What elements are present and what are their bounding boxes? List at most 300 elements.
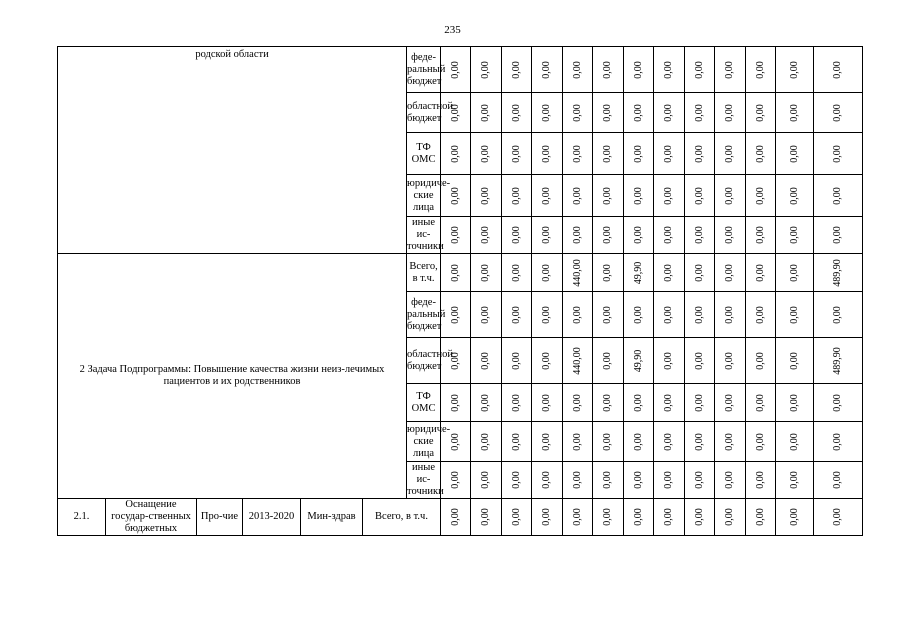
value-cell xyxy=(814,499,863,536)
value-text: 0,00 xyxy=(663,226,675,244)
value-text: 0,00 xyxy=(754,508,766,526)
funding-source: феде-ральный бюджет xyxy=(407,292,441,338)
value-cell xyxy=(593,338,624,384)
value-text: 0,00 xyxy=(724,186,736,205)
value-cell xyxy=(502,384,532,422)
value-text: 0,00 xyxy=(480,508,492,526)
value-text: 0,00 xyxy=(724,305,736,324)
value-cell xyxy=(563,93,593,133)
value-cell xyxy=(502,338,532,384)
value-text: 0,00 xyxy=(632,305,644,324)
value-cell xyxy=(532,292,563,338)
value-cell xyxy=(532,133,563,175)
value-text: 0,00 xyxy=(541,60,553,79)
value-cell xyxy=(624,292,654,338)
value-cell xyxy=(776,175,814,217)
value-text: 0,00 xyxy=(754,263,766,282)
value-text: 0,00 xyxy=(754,226,766,244)
value-cell xyxy=(715,47,746,93)
value-cell xyxy=(441,175,471,217)
value-text: 0,00 xyxy=(693,393,705,412)
value-cell xyxy=(715,384,746,422)
value-cell xyxy=(563,175,593,217)
value-cell xyxy=(685,462,715,499)
value-cell xyxy=(654,292,685,338)
value-cell xyxy=(685,93,715,133)
funding-source: областной бюджет xyxy=(407,338,441,384)
value-text: 0,00 xyxy=(449,186,461,205)
value-text: 0,00 xyxy=(510,144,522,163)
value-text: 0,00 xyxy=(602,471,614,489)
value-cell xyxy=(776,217,814,254)
value-cell xyxy=(746,254,776,292)
value-text: 0,00 xyxy=(449,393,461,412)
value-text: 0,00 xyxy=(571,60,583,79)
value-text: 0,00 xyxy=(754,103,766,122)
value-cell xyxy=(471,93,502,133)
value-cell xyxy=(715,93,746,133)
funding-source: феде-ральный бюджет xyxy=(407,47,441,93)
value-cell xyxy=(814,422,863,462)
value-text: 0,00 xyxy=(832,226,844,244)
item-number: 2.1. xyxy=(58,499,106,536)
value-text: 0,00 xyxy=(724,226,736,244)
value-text: 0,00 xyxy=(571,103,583,122)
value-text: 0,00 xyxy=(663,103,675,122)
value-text: 0,00 xyxy=(480,226,492,244)
value-text: 0,00 xyxy=(541,305,553,324)
value-cell xyxy=(685,422,715,462)
value-text: 0,00 xyxy=(693,432,705,451)
value-cell xyxy=(502,292,532,338)
value-text: 0,00 xyxy=(602,186,614,205)
value-cell xyxy=(814,175,863,217)
value-cell xyxy=(441,217,471,254)
value-text: 0,00 xyxy=(602,226,614,244)
table-row xyxy=(58,47,863,93)
funding-source: Всего, в т.ч. xyxy=(407,254,441,292)
value-cell xyxy=(532,422,563,462)
value-text: 0,00 xyxy=(724,263,736,282)
value-text: 0,00 xyxy=(693,263,705,282)
value-cell xyxy=(441,133,471,175)
value-text: 0,00 xyxy=(724,471,736,489)
value-cell xyxy=(776,499,814,536)
funding-source: юридиче-ские лица xyxy=(407,422,441,462)
value-cell xyxy=(685,175,715,217)
value-cell xyxy=(441,93,471,133)
budget-table xyxy=(57,46,863,536)
value-cell xyxy=(502,422,532,462)
value-text: 0,00 xyxy=(480,144,492,163)
value-cell xyxy=(654,384,685,422)
value-cell xyxy=(471,133,502,175)
value-text: 49,90 xyxy=(632,261,644,284)
value-text: 0,00 xyxy=(788,393,800,412)
value-text: 0,00 xyxy=(788,186,800,205)
value-text: 0,00 xyxy=(449,305,461,324)
value-text: 0,00 xyxy=(693,226,705,244)
value-cell xyxy=(593,175,624,217)
funding-source: юридиче-ские лица xyxy=(407,175,441,217)
value-text: 0,00 xyxy=(510,186,522,205)
value-cell xyxy=(746,462,776,499)
value-cell xyxy=(441,292,471,338)
value-cell xyxy=(624,384,654,422)
value-text: 0,00 xyxy=(541,393,553,412)
value-cell xyxy=(715,338,746,384)
value-text: 0,00 xyxy=(510,103,522,122)
value-text: 0,00 xyxy=(693,508,705,526)
value-cell xyxy=(593,384,624,422)
value-cell xyxy=(532,47,563,93)
value-cell xyxy=(685,384,715,422)
value-text: 489,90 xyxy=(832,258,844,287)
value-cell xyxy=(532,254,563,292)
value-cell xyxy=(593,217,624,254)
value-cell xyxy=(776,254,814,292)
value-text: 0,00 xyxy=(724,432,736,451)
value-cell xyxy=(685,254,715,292)
value-cell xyxy=(502,133,532,175)
value-cell xyxy=(624,133,654,175)
value-cell xyxy=(471,292,502,338)
value-text: 0,00 xyxy=(632,186,644,205)
value-cell xyxy=(593,133,624,175)
value-text: 0,00 xyxy=(632,103,644,122)
value-cell xyxy=(471,175,502,217)
value-text: 0,00 xyxy=(449,263,461,282)
value-text: 0,00 xyxy=(510,263,522,282)
value-cell xyxy=(441,499,471,536)
value-cell xyxy=(715,175,746,217)
value-cell xyxy=(593,462,624,499)
value-text: 0,00 xyxy=(632,226,644,244)
value-cell xyxy=(624,254,654,292)
value-cell xyxy=(441,462,471,499)
value-cell xyxy=(593,254,624,292)
value-text: 0,00 xyxy=(602,305,614,324)
value-cell xyxy=(654,254,685,292)
value-cell xyxy=(471,462,502,499)
value-cell xyxy=(715,254,746,292)
value-text: 0,00 xyxy=(693,305,705,324)
value-cell xyxy=(746,47,776,93)
value-cell xyxy=(563,422,593,462)
value-cell xyxy=(563,133,593,175)
value-cell xyxy=(746,338,776,384)
value-cell xyxy=(776,133,814,175)
value-cell xyxy=(654,93,685,133)
value-cell xyxy=(502,47,532,93)
value-cell xyxy=(654,338,685,384)
value-text: 0,00 xyxy=(571,432,583,451)
value-text: 0,00 xyxy=(541,263,553,282)
value-text: 0,00 xyxy=(480,263,492,282)
value-text: 0,00 xyxy=(832,60,844,79)
value-cell xyxy=(685,292,715,338)
value-cell xyxy=(624,338,654,384)
value-text: 0,00 xyxy=(510,351,522,370)
value-cell xyxy=(715,462,746,499)
value-text: 0,00 xyxy=(832,186,844,205)
value-text: 0,00 xyxy=(449,60,461,79)
value-text: 0,00 xyxy=(724,393,736,412)
value-cell xyxy=(532,384,563,422)
funding-source: Всего, в т.ч. xyxy=(363,499,441,536)
value-cell xyxy=(814,384,863,422)
value-cell xyxy=(441,384,471,422)
value-cell xyxy=(441,338,471,384)
value-cell xyxy=(532,499,563,536)
value-text: 0,00 xyxy=(632,471,644,489)
value-text: 0,00 xyxy=(724,351,736,370)
value-text: 0,00 xyxy=(788,226,800,244)
value-text: 0,00 xyxy=(480,471,492,489)
value-text: 0,00 xyxy=(480,393,492,412)
value-cell xyxy=(624,47,654,93)
value-text: 0,00 xyxy=(449,351,461,370)
value-cell xyxy=(624,422,654,462)
value-cell xyxy=(532,93,563,133)
value-cell xyxy=(685,47,715,93)
value-text: 0,00 xyxy=(788,432,800,451)
value-text: 0,00 xyxy=(541,508,553,526)
value-text: 0,00 xyxy=(510,508,522,526)
value-cell xyxy=(776,93,814,133)
task-description: 2 Задача Подпрограммы: Повышение качества жизни неиз-лечимых пациентов и их родственников xyxy=(58,254,407,499)
value-cell xyxy=(715,292,746,338)
value-text: 0,00 xyxy=(571,393,583,412)
value-text: 0,00 xyxy=(571,144,583,163)
value-text: 0,00 xyxy=(541,186,553,205)
value-cell xyxy=(654,175,685,217)
value-text: 0,00 xyxy=(663,471,675,489)
value-cell xyxy=(814,292,863,338)
value-text: 0,00 xyxy=(788,263,800,282)
value-cell xyxy=(654,47,685,93)
value-cell xyxy=(685,217,715,254)
value-text: 0,00 xyxy=(449,432,461,451)
value-text: 0,00 xyxy=(602,432,614,451)
value-text: 0,00 xyxy=(832,508,844,526)
value-text: 0,00 xyxy=(571,508,583,526)
value-cell xyxy=(563,254,593,292)
value-cell xyxy=(776,384,814,422)
value-text: 0,00 xyxy=(788,351,800,370)
implementation-period: 2013-2020 xyxy=(243,499,301,536)
value-cell xyxy=(746,384,776,422)
value-cell xyxy=(563,217,593,254)
value-cell xyxy=(593,93,624,133)
value-text: 0,00 xyxy=(480,351,492,370)
expense-type: Про-чие xyxy=(197,499,243,536)
value-cell xyxy=(502,254,532,292)
page-number: 235 xyxy=(444,24,461,36)
value-text: 0,00 xyxy=(832,305,844,324)
value-text: 0,00 xyxy=(693,471,705,489)
value-cell xyxy=(563,47,593,93)
value-text: 0,00 xyxy=(663,351,675,370)
value-cell xyxy=(814,133,863,175)
value-cell xyxy=(563,292,593,338)
value-text: 0,00 xyxy=(788,144,800,163)
funding-source: областной бюджет xyxy=(407,93,441,133)
value-text: 489,90 xyxy=(832,346,844,375)
value-text: 440,00 xyxy=(571,258,583,287)
value-text: 0,00 xyxy=(602,144,614,163)
value-cell xyxy=(814,93,863,133)
value-text: 0,00 xyxy=(724,60,736,79)
value-text: 0,00 xyxy=(693,186,705,205)
value-text: 0,00 xyxy=(693,103,705,122)
value-text: 0,00 xyxy=(541,144,553,163)
value-text: 0,00 xyxy=(541,226,553,244)
value-cell xyxy=(471,254,502,292)
value-cell xyxy=(746,422,776,462)
value-text: 0,00 xyxy=(754,144,766,163)
value-text: 0,00 xyxy=(480,305,492,324)
value-text: 0,00 xyxy=(754,471,766,489)
value-cell xyxy=(563,499,593,536)
value-text: 0,00 xyxy=(449,508,461,526)
value-text: 0,00 xyxy=(480,60,492,79)
value-text: 0,00 xyxy=(754,186,766,205)
value-cell xyxy=(814,217,863,254)
value-text: 0,00 xyxy=(480,186,492,205)
value-text: 0,00 xyxy=(832,103,844,122)
value-text: 0,00 xyxy=(832,144,844,163)
value-text: 0,00 xyxy=(449,226,461,244)
value-text: 0,00 xyxy=(832,393,844,412)
value-text: 0,00 xyxy=(693,351,705,370)
value-text: 0,00 xyxy=(449,144,461,163)
continuation-description: родской области xyxy=(58,47,407,254)
funding-source: иные ис-точники xyxy=(407,217,444,252)
value-cell xyxy=(593,292,624,338)
value-cell xyxy=(776,292,814,338)
value-text: 0,00 xyxy=(510,305,522,324)
value-text: 0,00 xyxy=(663,144,675,163)
value-text: 0,00 xyxy=(832,471,844,489)
value-text: 0,00 xyxy=(602,103,614,122)
value-cell xyxy=(624,462,654,499)
value-cell xyxy=(746,217,776,254)
value-text: 0,00 xyxy=(724,103,736,122)
value-text: 0,00 xyxy=(510,60,522,79)
value-cell xyxy=(776,462,814,499)
value-text: 0,00 xyxy=(541,103,553,122)
value-text: 0,00 xyxy=(788,508,800,526)
value-cell xyxy=(532,462,563,499)
value-text: 0,00 xyxy=(663,263,675,282)
value-cell xyxy=(746,93,776,133)
value-cell xyxy=(715,133,746,175)
value-cell xyxy=(441,422,471,462)
value-cell xyxy=(563,338,593,384)
value-text: 440,00 xyxy=(571,346,583,375)
value-text: 0,00 xyxy=(541,471,553,489)
value-cell xyxy=(776,338,814,384)
value-cell xyxy=(471,384,502,422)
value-cell xyxy=(624,499,654,536)
value-text: 0,00 xyxy=(663,393,675,412)
value-cell xyxy=(563,384,593,422)
value-cell xyxy=(502,462,532,499)
value-cell xyxy=(624,93,654,133)
value-cell xyxy=(685,338,715,384)
value-text: 0,00 xyxy=(788,305,800,324)
value-cell xyxy=(654,499,685,536)
value-cell xyxy=(814,254,863,292)
value-text: 0,00 xyxy=(602,263,614,282)
value-cell xyxy=(715,422,746,462)
value-cell xyxy=(532,217,563,254)
value-text: 0,00 xyxy=(788,471,800,489)
value-text: 0,00 xyxy=(632,144,644,163)
value-cell xyxy=(563,462,593,499)
value-text: 0,00 xyxy=(541,432,553,451)
value-cell xyxy=(441,47,471,93)
value-text: 0,00 xyxy=(571,186,583,205)
value-cell xyxy=(654,133,685,175)
value-cell xyxy=(532,338,563,384)
value-cell xyxy=(471,47,502,93)
value-cell xyxy=(685,133,715,175)
value-text: 0,00 xyxy=(693,144,705,163)
value-cell xyxy=(746,133,776,175)
value-cell xyxy=(776,422,814,462)
funding-source: иные ис-точники xyxy=(407,462,444,497)
value-cell xyxy=(654,217,685,254)
item-name: Оснащение государ-ственных бюджетных xyxy=(106,499,197,536)
value-text: 0,00 xyxy=(724,144,736,163)
value-text: 0,00 xyxy=(480,432,492,451)
value-cell xyxy=(471,499,502,536)
value-text: 0,00 xyxy=(754,351,766,370)
value-text: 0,00 xyxy=(663,432,675,451)
value-text: 0,00 xyxy=(693,60,705,79)
value-text: 0,00 xyxy=(602,393,614,412)
value-cell xyxy=(471,422,502,462)
budget-table-body xyxy=(58,47,863,536)
value-text: 0,00 xyxy=(510,226,522,244)
value-text: 0,00 xyxy=(788,103,800,122)
value-text: 0,00 xyxy=(510,432,522,451)
value-text: 0,00 xyxy=(754,305,766,324)
value-cell xyxy=(776,47,814,93)
value-cell xyxy=(715,217,746,254)
value-text: 0,00 xyxy=(663,60,675,79)
value-text: 0,00 xyxy=(480,103,492,122)
value-text: 0,00 xyxy=(754,60,766,79)
value-text: 0,00 xyxy=(788,60,800,79)
value-cell xyxy=(685,499,715,536)
value-text: 0,00 xyxy=(449,103,461,122)
value-cell xyxy=(654,422,685,462)
value-cell xyxy=(814,47,863,93)
funding-source: ТФ ОМС xyxy=(407,133,441,175)
value-cell xyxy=(593,422,624,462)
value-text: 0,00 xyxy=(541,351,553,370)
table-row xyxy=(58,499,863,536)
value-text: 0,00 xyxy=(832,432,844,451)
table-row xyxy=(58,254,863,292)
value-cell xyxy=(814,338,863,384)
value-cell xyxy=(502,175,532,217)
value-cell xyxy=(593,499,624,536)
value-text: 0,00 xyxy=(602,508,614,526)
